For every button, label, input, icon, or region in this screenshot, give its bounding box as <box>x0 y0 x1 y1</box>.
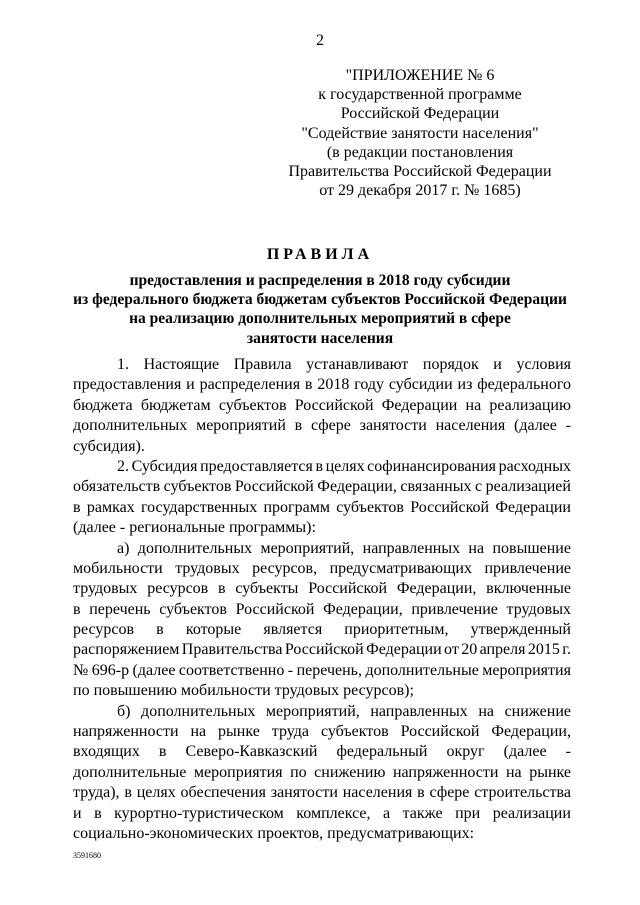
body-line: дополнительные мероприятия по снижению напряженности на рынке <box>73 763 571 781</box>
subtitle-line: занятости населения <box>246 329 394 347</box>
body-line: мобильности трудовых ресурсов, предусматривающих привлечение <box>73 559 571 577</box>
body-line: 2. Субсидия предоставляется в целях софинансирования расходных <box>117 457 571 475</box>
appendix-heading <box>268 66 572 200</box>
body-line: дополнительных мероприятий в сфере занятости населения (далее - <box>73 417 571 435</box>
document-subtitle <box>0 271 640 348</box>
document-title: ПРАВИЛА <box>266 246 374 263</box>
body-line: и в курортно-туристическом комплексе, а также при реализации <box>73 804 571 822</box>
body-line: субсидия). <box>73 437 145 455</box>
appendix-line: от 29 декабря 2017 г. № 1685) <box>319 182 521 200</box>
body-line: социально-экономических проектов, предусматривающих: <box>73 824 475 842</box>
appendix-line: "ПРИЛОЖЕНИЕ № 6 <box>345 67 495 84</box>
page-number: 2 <box>316 32 324 49</box>
body-line: ресурсов в которые является приоритетным, утвержденный <box>73 621 571 639</box>
appendix-line: "Содействие занятости населения" <box>301 124 539 142</box>
body-line: бюджета бюджетам субъектов Российской Федерации на реализацию <box>73 396 571 414</box>
body-line: трудовых ресурсов в субъекты Российской Федерации, включенные <box>73 580 571 598</box>
body-line: распоряжением Правительства Российской Федерации от 20 апреля 2015 г. <box>73 641 571 659</box>
body-line: по повышению мобильности трудовых ресурсов); <box>73 682 414 700</box>
document-code: 3591680 <box>73 851 101 860</box>
appendix-line: к государственной программе <box>318 86 522 104</box>
body-line: входящих в Северо-Кавказский федеральный округ (далее - <box>73 743 571 761</box>
body-line: обязательств субъектов Российской Федерации, связанных с реализацией <box>73 478 571 496</box>
subtitle-line: из федерального бюджета бюджетам субъектов Российской Федерации <box>73 291 567 309</box>
body-line: 1. Настоящие Правила устанавливают порядок и условия <box>117 356 571 373</box>
appendix-line: Российской Федерации <box>340 105 500 123</box>
body-line: № 696-р (далее соответственно - перечень, дополнительные мероприятия <box>73 661 571 679</box>
body-line: б) дополнительных мероприятий, направленных на снижение <box>117 702 571 720</box>
body-line: (далее - региональные программы): <box>73 519 316 537</box>
body-line: в перечень субъектов Российской Федерации, привлечение трудовых <box>73 600 571 618</box>
body-line: а) дополнительных мероприятий, направленных на повышение <box>117 539 571 557</box>
appendix-line: Правительства Российской Федерации <box>288 163 552 181</box>
subtitle-line: предоставления и распределения в 2018 году субсидии <box>129 272 511 289</box>
body-line: труда), в целях обеспечения занятости населения в сфере строительства <box>73 784 571 802</box>
appendix-line: (в редакции постановления <box>326 143 514 161</box>
subtitle-line: на реализацию дополнительных мероприятий в сфере <box>129 310 511 328</box>
body-line: напряженности на рынке труда субъектов Российской Федерации, <box>73 723 571 741</box>
body-line: предоставления и распределения в 2018 году субсидии из федерального <box>73 376 571 394</box>
document-body <box>73 355 571 844</box>
body-line: в рамках государственных программ субъектов Российской Федерации <box>73 498 571 516</box>
